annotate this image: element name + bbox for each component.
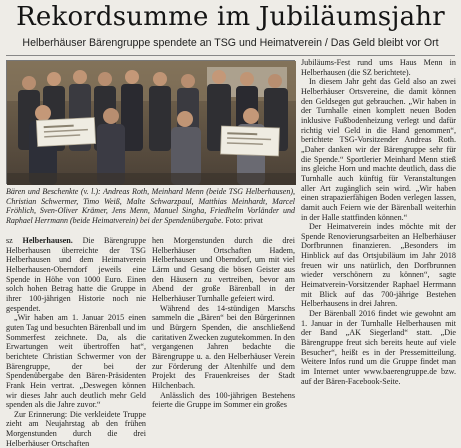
group-photo — [6, 60, 295, 184]
headline: Rekordsumme im Jubiläumsjahr — [16, 2, 445, 32]
paragraph: Der Bärenball 2016 findet wie gewohnt am 1. Januar in der Turnhalle Helberhausen mit der Band „AK Siegerland“ statt. „Die Bärengruppe freut sich bereits heute auf viele Besucher“, heißt es in der Pressemitteilung. Weitere Infos rund um die Gruppe findet man im Internet unter www.baerengruppe.de bzw. auf der Bären-Facebook-Seite. — [301, 309, 456, 386]
paragraph — [6, 236, 146, 313]
paragraph: Jubiläums-Fest rund ums Haus Menn in Helberhausen (die SZ berichtete). — [301, 58, 456, 77]
photo-credit: Foto: privat — [225, 215, 263, 225]
paragraph-text: Die Bärengruppe Helberhausen überreichte der TSG Helberhausen und dem Heimatverein Helberhausen-Oberndorf jeweils eine Spende in Höhe von 1000 Euro. Einen solch hohen Betrag hatte die Gruppe in ihrer 100-jährigen Historie noch nie gespendet. — [6, 236, 146, 313]
article-column-1 — [6, 236, 146, 448]
caption-text: Bären und Beschenkte (v. l.): Andreas Roth, Meinhard Menn (beide TSG Helberhausen), Christian Schwermer, Timo Weiß, Malte Schwarzpaul, Matthias Meinhardt, Marcel Fröhlich, Sven-Oliver Krämer, Jens Menn, Manuel Singha, Friedhelm Vorländer und Raphael Herrmann (beide Heimatverein) bei der Spendenübergabe. — [6, 187, 295, 225]
photo-caption — [6, 187, 295, 235]
paragraph: „Wir haben am 1. Januar 2015 einen guten Tag und besuchten Bärenball und im Sommerfest zeichnete. Da, als die Erwartungen weit übertroffen hat“, berichtete Christian Schwermer von der Bärengruppe, der bei der Spendenübergabe den Bären-Präsidenten Frank Hein vertrat. „Deswegen können wir dieses Jahr auch deutlich mehr Geld spenden als die Jahre zuvor.“ — [6, 313, 146, 410]
paragraph: Während des 14-stündigen Marschs sammeln die „Bären“ bei den Bürgerinnen und Bürgern Spenden, die anschließend caritativen Zwecken zugutekommen. In den vergangenen Jahren bedachte die Bärengruppe u. a. den Helberhäuser Verein zur Förderung der Altenhilfe und dem Projekt des Frauenkreises der Stadt Hilchenbach. — [152, 303, 295, 390]
header-rule — [6, 55, 455, 56]
subheadline: Helberhäuser Bärengruppe spendete an TSG und Heimatverein / Das Geld bleibt vor Ort — [22, 37, 439, 49]
paragraph: hen Morgenstunden durch die drei Helberhäuser Ortschaften Hadem, Helberhausen und Oberndorf, um mit viel Lärm und Gesang die bösen Geister aus den Häusern zu vertreiben, bevor am Abend der große Bärenball in der Helberhäuser Turnhalle gefeiert wird. — [152, 236, 295, 303]
paragraph: Zur Erinnerung: Die verkleidete Truppe zieht am Neujahrstag ab den frühen Morgenstunden durch die drei Helberhäuser Ortschaften — [6, 409, 146, 448]
paragraph: In diesem Jahr geht das Geld also an zwei Helberhäuser Ortsvereine, die damit können den Geldsegen gut gebrauchen. „Wir haben in der Turnhalle einen komplett neuen Boden inklusive Fußbodenheizung verlegt und dafür richtig viel Geld in die Hand genommen“, berichtete TSG-Vorsitzender Andreas Roth. „Daher danken wir der Bärengruppe sehr für die Spende.“ Sportlerier Meinhard Menn stieß ins gleiche Horn und machte deutlich, dass die Turnhalle auch künftig für Veranstaltungen aller Art zugänglich sein wird. „Wir haben einen strapazierfähigen Boden verlegen lassen, damit auch Feiern wie der Bärenball weiterhin in der Halle stattfinden können.“ — [301, 77, 456, 222]
paragraph: Der Heimatverein indes möchte mit der Spende Renovierungsarbeiten an Helberhäuser Dorfbrunnen finanzieren. „Besonders im Hinblick auf das Ortsjubiläum im Jahr 2018 freuen wir uns natürlich, den Dorfbrunnen wieder verschönern zu können“, sagte Heimatverein-Vorsitzender Raphael Herrmann mit Blick auf das 700-jährige Bestehen Helberhausens in drei Jahren. — [301, 222, 456, 309]
article-column-2 — [152, 236, 295, 410]
dateline: Helberhausen. — [22, 236, 73, 245]
dateline-prefix: sz — [6, 236, 23, 245]
paragraph: Anlässlich des 100-jährigen Bestehens feierte die Gruppe im Sommer ein großes — [152, 390, 295, 410]
article-column-3 — [301, 58, 456, 407]
